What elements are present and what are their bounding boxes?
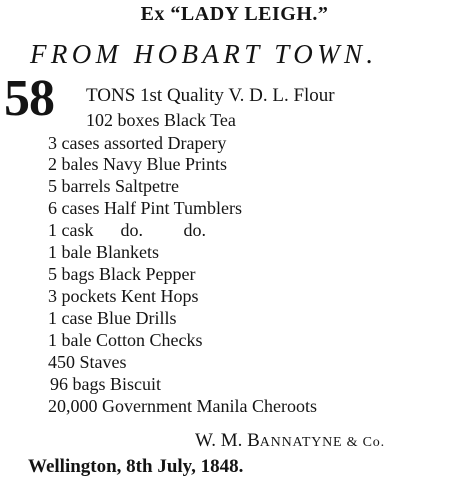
cargo-item: 450 Staves	[48, 352, 127, 372]
cargo-item: 96 bags Biscuit	[50, 374, 161, 394]
cargo-item: 1 bale Blankets	[48, 242, 159, 262]
cargo-item: 3 pockets Kent Hops	[48, 286, 199, 306]
signature-rest: ANNATYNE & Co.	[259, 435, 385, 450]
origin-subheadline: FROM HOBART TOWN.	[30, 39, 378, 69]
cargo-item: 5 bags Black Pepper	[48, 264, 196, 284]
cargo-item: 1 case Blue Drills	[48, 308, 177, 328]
cargo-item: 1 bale Cotton Checks	[48, 330, 203, 350]
lead-item-text: TONS 1st Quality V. D. L. Flour	[86, 85, 335, 106]
dateline: Wellington, 8th July, 1848.	[28, 456, 244, 477]
cargo-item: 102 boxes Black Tea	[86, 110, 236, 130]
cargo-item: 1 cask do. do.	[48, 220, 206, 240]
cargo-item: 20,000 Government Manila Cheroots	[48, 396, 317, 416]
cargo-item: 6 cases Half Pint Tumblers	[48, 198, 243, 218]
ship-headline: Ex “LADY LEIGH.”	[140, 3, 329, 25]
lead-quantity-number: 58	[4, 70, 54, 127]
cargo-item: 5 barrels Saltpetre	[48, 176, 179, 196]
cargo-item: 2 bales Navy Blue Prints	[48, 154, 227, 174]
signature-lead: W. M. B	[195, 430, 260, 451]
cargo-item: 3 cases assorted Drapery	[48, 133, 227, 153]
merchant-signature	[195, 430, 385, 454]
